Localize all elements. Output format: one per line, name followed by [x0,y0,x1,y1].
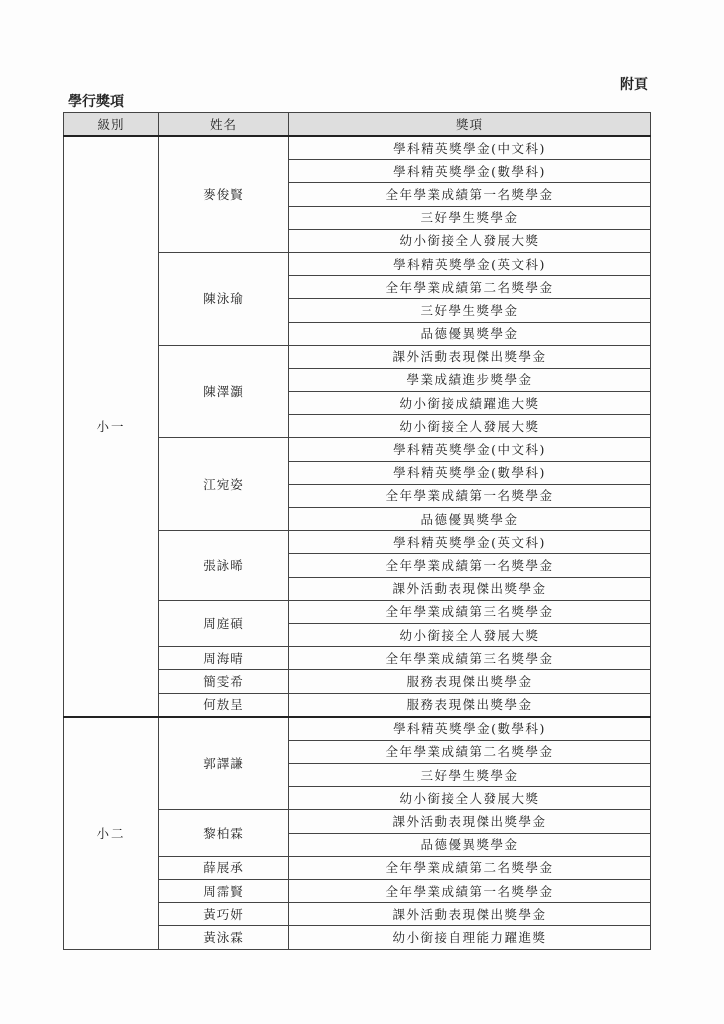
header-row [64,113,651,137]
award-cell: 學科精英獎學金(數學科) [289,717,651,741]
student-name-cell: 郭譯謙 [159,717,289,810]
award-cell: 課外活動表現傑出獎學金 [289,810,651,833]
table-row [64,717,651,741]
grade-cell: 小二 [64,717,159,949]
award-cell: 品德優異獎學金 [289,322,651,345]
award-cell: 全年學業成績第三名獎學金 [289,600,651,623]
award-cell: 課外活動表現傑出獎學金 [289,345,651,368]
grade-cell: 小一 [64,136,159,717]
award-cell: 品德優異獎學金 [289,833,651,856]
award-cell: 幼小銜接全人發展大獎 [289,787,651,810]
student-name-cell: 黃巧妍 [159,903,289,926]
student-name-cell: 薛展承 [159,856,289,879]
section-title: 學行獎項 [68,94,124,110]
student-name-cell: 張詠晞 [159,531,289,601]
student-name-cell: 周庭碩 [159,600,289,646]
award-cell: 全年學業成績第一名獎學金 [289,183,651,206]
award-cell: 學科精英獎學金(數學科) [289,461,651,484]
award-cell: 學科精英獎學金(英文科) [289,252,651,275]
header-name: 姓名 [159,113,289,137]
student-name-cell: 麥俊賢 [159,136,289,252]
award-cell: 三好學生獎學金 [289,206,651,229]
award-cell: 全年學業成績第一名獎學金 [289,484,651,507]
award-cell: 學業成績進步獎學金 [289,368,651,391]
student-name-cell: 黃泳霖 [159,926,289,949]
student-name-cell: 陳澤灝 [159,345,289,438]
award-cell: 全年學業成績第一名獎學金 [289,880,651,903]
award-cell: 學科精英獎學金(中文科) [289,438,651,461]
student-name-cell: 周霈賢 [159,880,289,903]
header-award: 獎項 [289,113,651,137]
award-cell: 三好學生獎學金 [289,299,651,322]
award-cell: 學科精英獎學金(中文科) [289,136,651,160]
award-cell: 課外活動表現傑出獎學金 [289,903,651,926]
table-header [64,113,651,137]
award-cell: 全年學業成績第二名獎學金 [289,276,651,299]
table-body [64,136,651,949]
award-cell: 全年學業成績第三名獎學金 [289,647,651,670]
award-cell: 幼小銜接自理能力躍進獎 [289,926,651,949]
student-name-cell: 簡雯希 [159,670,289,693]
table-row [64,136,651,160]
student-name-cell: 陳泳瑜 [159,252,289,345]
award-cell: 服務表現傑出獎學金 [289,670,651,693]
student-name-cell: 黎柏霖 [159,810,289,856]
award-cell: 三好學生獎學金 [289,764,651,787]
award-cell: 服務表現傑出獎學金 [289,693,651,717]
award-cell: 全年學業成績第二名獎學金 [289,740,651,763]
award-cell: 課外活動表現傑出獎學金 [289,577,651,600]
student-name-cell: 江宛姿 [159,438,289,531]
award-cell: 全年學業成績第一名獎學金 [289,554,651,577]
award-cell: 幼小銜接全人發展大獎 [289,229,651,252]
student-name-cell: 周海晴 [159,647,289,670]
student-name-cell: 何敖呈 [159,693,289,717]
award-cell: 幼小銜接成績躍進大獎 [289,392,651,415]
award-cell: 品德優異獎學金 [289,508,651,531]
header-grade: 級別 [64,113,159,137]
award-cell: 全年學業成績第二名獎學金 [289,856,651,879]
award-cell: 幼小銜接全人發展大獎 [289,415,651,438]
award-cell: 學科精英獎學金(數學科) [289,160,651,183]
appendix-label: 附頁 [620,77,648,93]
award-cell: 學科精英獎學金(英文科) [289,531,651,554]
award-cell: 幼小銜接全人發展大獎 [289,623,651,646]
awards-table [63,112,651,950]
